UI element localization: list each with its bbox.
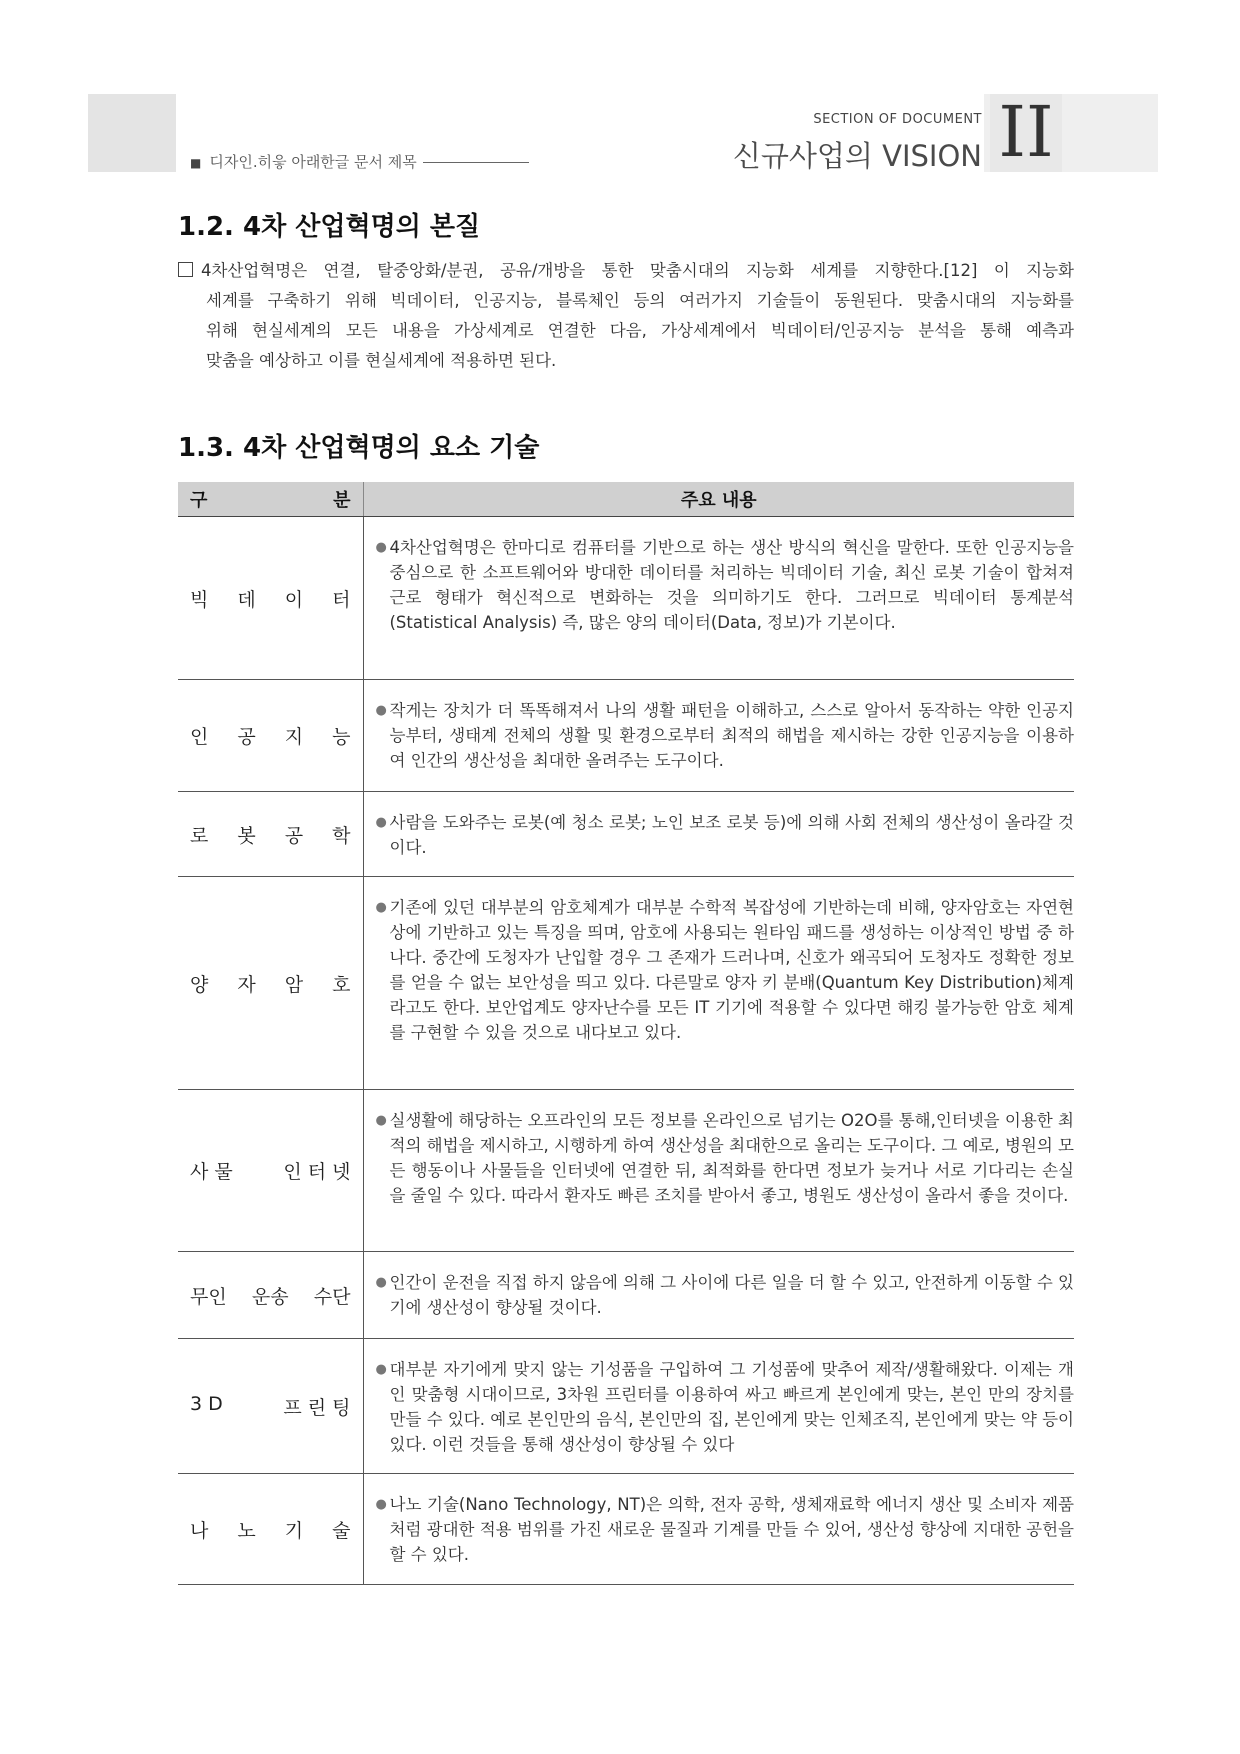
- row-category: 인 공 지 능: [178, 680, 363, 792]
- chapter-title: 신규사업의 VISION: [732, 139, 982, 173]
- section-label: SECTION OF DOCUMENT: [813, 112, 982, 127]
- row-category: 사 물 인 터 넷: [178, 1090, 363, 1252]
- header-left-strip: [88, 94, 176, 172]
- tech-table: [178, 482, 1074, 1585]
- table-row: [178, 1339, 1074, 1474]
- square-bullet-icon: ■: [190, 156, 202, 170]
- bullet-icon: ●: [375, 1362, 387, 1377]
- paragraph-line-3: 위해 현실세계의 모든 내용을 가상세계로 연결한 다음, 가상세계에서 빅데이터/인공지능 분석을 통해 예측과: [206, 321, 1074, 340]
- row-category: 무인 운송 수단: [178, 1252, 363, 1339]
- section-paragraph: [178, 256, 1074, 376]
- table-row: [178, 877, 1074, 1090]
- bullet-icon: ●: [375, 1497, 387, 1512]
- row-category: 나 노 기 술: [178, 1474, 363, 1585]
- row-content: ● 나노 기술(Nano Technology, NT)은 의학, 전자 공학, 생체재료학 에너지 생산 및 소비자 제품처럼 광대한 적용 범위를 가진 새로운 물질과 기계를 만들 수 있어, 생산성 향상에 지대한 공헌을 할 수 있다.: [363, 1474, 1074, 1585]
- bullet-icon: ●: [375, 1113, 387, 1128]
- table-row: [178, 1474, 1074, 1585]
- row-category: 양 자 암 호: [178, 877, 363, 1090]
- row-category: 로 봇 공 학: [178, 792, 363, 877]
- header-category: 구 분: [178, 482, 363, 517]
- bullet-icon: ●: [375, 1275, 387, 1290]
- row-content: ● 대부분 자기에게 맞지 않는 기성품을 구입하여 그 기성품에 맞추어 제작/생활해왔다. 이제는 개인 맞춤형 시대이므로, 3차원 프린터를 이용하여 싸고 빠르게 본인에게 맞는, 본인 만의 장치를 만들 수 있다. 예로 본인만의 음식, 본인만의 집, 본인에게 맞는 인체조직, 본인에게 맞는 약 등이 있다. 이런 것들을 통해 생산성이 향상될 수 있다: [363, 1339, 1074, 1474]
- chapter-number: II: [990, 94, 1062, 172]
- bullet-icon: ●: [375, 703, 387, 718]
- row-content: ● 사람을 도와주는 로봇(예 청소 로봇; 노인 보조 로봇 등)에 의해 사회 전체의 생산성이 올라갈 것이다.: [363, 792, 1074, 877]
- row-content: ● 실생활에 해당하는 오프라인의 모든 정보를 온라인으로 넘기는 O2O를 통해,인터넷을 이용한 최적의 해법을 제시하고, 시행하게 하여 생산성을 최대한으로 올리는 도구이다. 그 예로, 병원의 모든 행동이나 사물들을 인터넷에 연결한 뒤, 최적화를 한다면 정보가 늦거나 서로 기다리는 손실을 줄일 수 있다. 따라서 환자도 빠른 조치를 받아서 좋고, 병원도 생산성이 올라서 좋을 것이다.: [363, 1090, 1074, 1252]
- row-content: ● 기존에 있던 대부분의 암호체계가 대부분 수학적 복잡성에 기반하는데 비해, 양자암호는 자연현상에 기반하고 있는 특징을 띄며, 암호에 사용되는 원타임 패드를 생성하는 이상적인 방법 중 하나다. 중간에 도청자가 난입할 경우 그 존재가 드러나며, 신호가 왜곡되어 도청자도 정확한 정보를 얻을 수 없는 보안성을 띄고 있다. 다른말로 양자 키 분배(Quantum Key Distribution)체계라고도 한다. 보안업계도 양자난수를 모든 IT 기기에 적용할 수 있다면 해킹 불가능한 암호 체계를 구현할 수 있을 것으로 내다보고 있다.: [363, 877, 1074, 1090]
- section-heading-1-3: 1.3. 4차 산업혁명의 요소 기술: [178, 433, 540, 463]
- section-heading-1-2: 1.2. 4차 산업혁명의 본질: [178, 212, 481, 242]
- bullet-icon: ●: [375, 815, 387, 830]
- row-content: ● 작게는 장치가 더 똑똑해져서 나의 생활 패턴을 이해하고, 스스로 알아서 동작하는 약한 인공지능부터, 생태계 전체의 생활 및 환경으로부터 최적의 해법을 제시하는 강한 인공지능을 이용하여 인간의 생산성을 최대한 올려주는 도구이다.: [363, 680, 1074, 792]
- paragraph-line-4: 맞춤을 예상하고 이를 현실세계에 적용하면 된다.: [206, 351, 557, 370]
- table-row: [178, 1252, 1074, 1339]
- checkbox-bullet-icon: [178, 262, 193, 277]
- row-content: ● 인간이 운전을 직접 하지 않음에 의해 그 사이에 다른 일을 더 할 수 있고, 안전하게 이동할 수 있기에 생산성이 향상될 것이다.: [363, 1252, 1074, 1339]
- header-content: 주요 내용: [363, 482, 1074, 517]
- table-row: [178, 792, 1074, 877]
- table-row: [178, 680, 1074, 792]
- row-category: 빅 데 이 터: [178, 517, 363, 680]
- title-rule: [423, 162, 529, 163]
- paragraph-line-2: 세계를 구축하기 위해 빅데이터, 인공지능, 블록체인 등의 여러가지 기술들이 동원된다. 맞춤시대의 지능화를: [206, 291, 1074, 310]
- document-title-text: 디자인.히읗 아래한글 문서 제목: [209, 153, 417, 171]
- document-title: [190, 151, 529, 172]
- paragraph-line-1: 4차산업혁명은 연결, 탈중앙화/분권, 공유/개방을 통한 맞춤시대의 지능화 세계를 지향한다.[12] 이 지능화: [178, 256, 1074, 286]
- table-row: [178, 1090, 1074, 1252]
- row-content: ● 4차산업혁명은 한마디로 컴퓨터를 기반으로 하는 생산 방식의 혁신을 말한다. 또한 인공지능을 중심으로 한 소프트웨어와 방대한 데이터를 처리하는 빅데이터 기술, 최신 로봇 기술이 합쳐져 근로 형태가 혁신적으로 변화하는 것을 의미하기도 한다. 그러므로 빅데이터 통계분석(Statistical Analysis) 즉, 많은 양의 데이터(Data, 정보)가 기본이다.: [363, 517, 1074, 680]
- table-row: [178, 517, 1074, 680]
- row-category: 3 D 프 린 팅: [178, 1339, 363, 1474]
- table-header-row: [178, 482, 1074, 517]
- bullet-icon: ●: [375, 900, 387, 915]
- bullet-icon: ●: [375, 540, 387, 555]
